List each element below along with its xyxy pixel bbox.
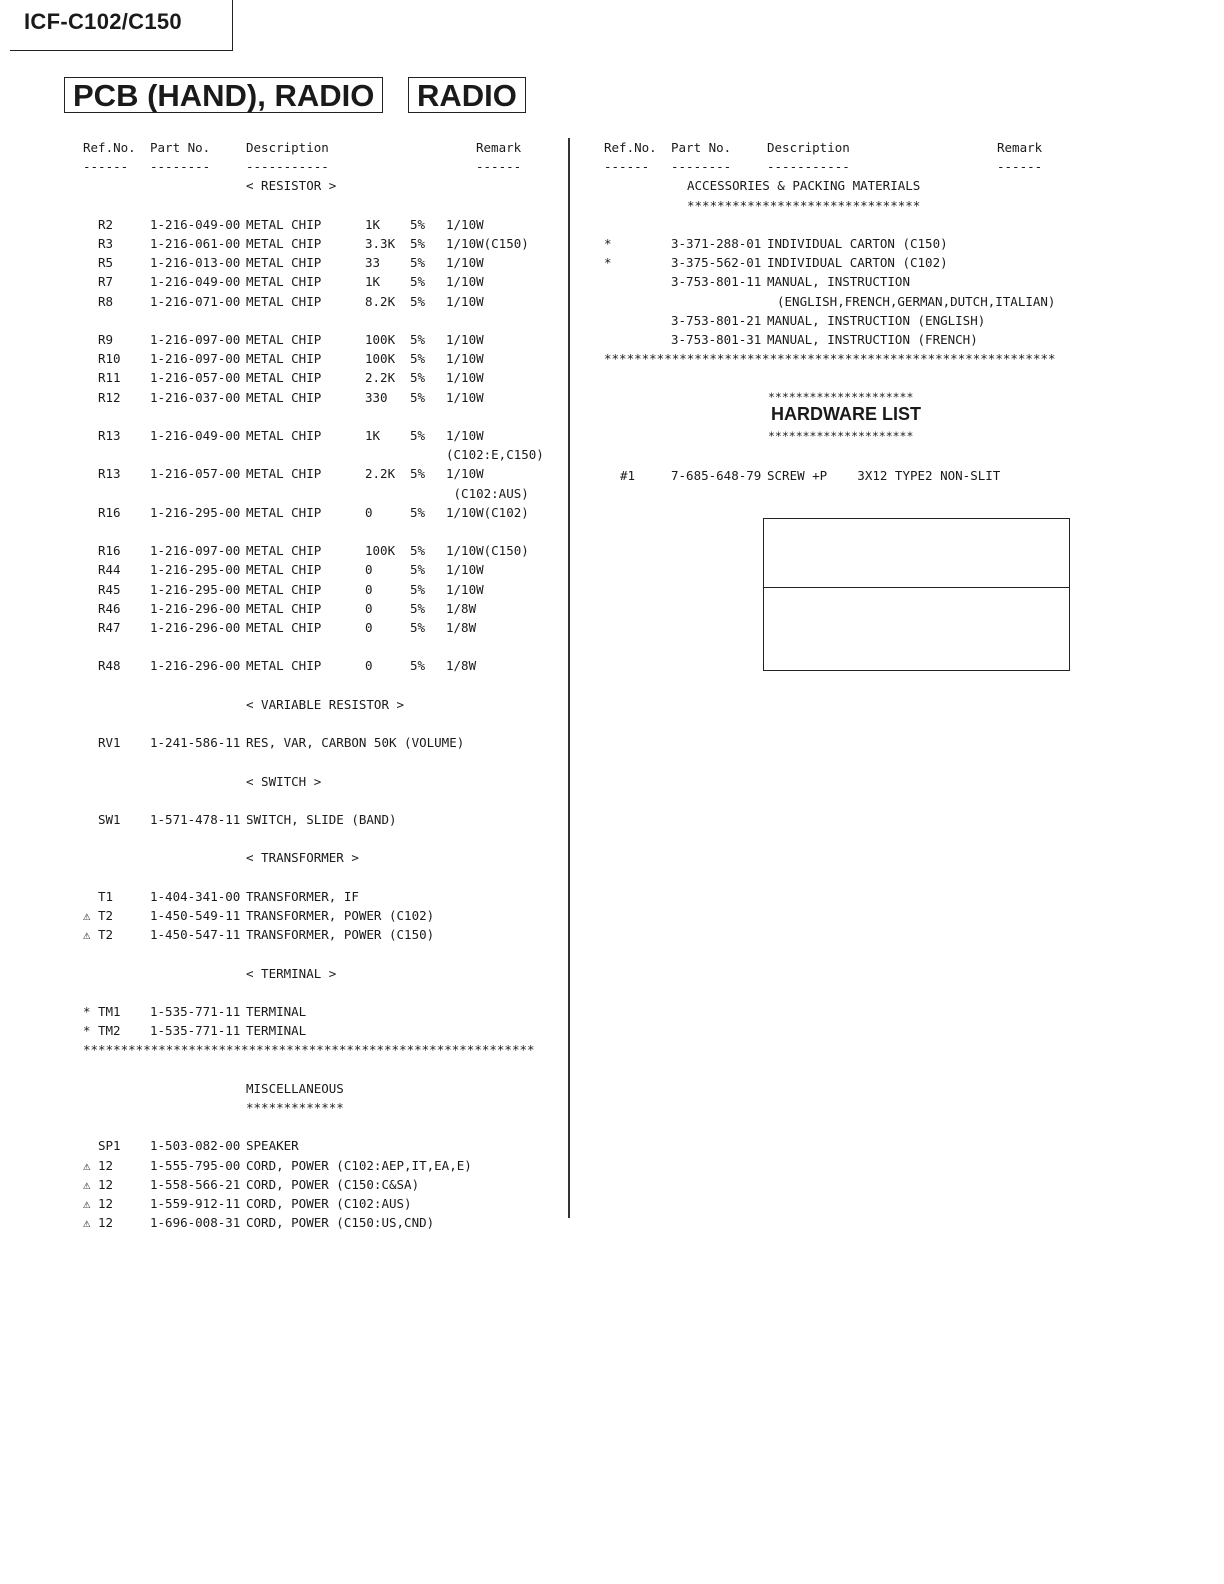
hardware-list-title: HARDWARE LIST	[771, 404, 921, 424]
description: METAL CHIP	[246, 370, 322, 386]
parts-row	[0, 618, 560, 637]
value: 1K	[365, 274, 381, 290]
header-description: Description	[767, 140, 850, 155]
value: 2.2K	[365, 466, 396, 482]
part-no: 1-216-295-00	[150, 562, 241, 578]
remark: 1/8W	[446, 620, 477, 635]
description: METAL CHIP	[246, 274, 322, 290]
part-no: 1-216-097-00	[150, 543, 241, 559]
ref-no: R13	[98, 428, 121, 443]
remark: 1/10W	[446, 389, 484, 405]
description: MANUAL, INSTRUCTION (ENGLISH)	[767, 312, 986, 328]
part-no: 1-216-295-00	[150, 581, 241, 597]
category-heading: < TERMINAL >	[246, 965, 337, 981]
description: TRANSFORMER, POWER (C102)	[246, 908, 435, 923]
description: METAL CHIP	[246, 351, 322, 367]
description: METAL CHIP	[246, 658, 322, 674]
ref-no: R10	[98, 351, 121, 367]
list-line	[0, 868, 560, 887]
description: METAL CHIP	[246, 332, 322, 347]
part-no: 3-375-562-01	[671, 255, 762, 271]
value: 8.2K	[365, 293, 396, 309]
description: METAL CHIP	[246, 620, 322, 635]
ref-no: R13	[98, 466, 121, 482]
remark-continued: (C102:E,C150)	[446, 447, 544, 463]
parts-row	[0, 1002, 560, 1021]
remark: 1/10W	[446, 274, 484, 290]
ref-no: SW1	[98, 812, 121, 827]
parts-row	[0, 733, 560, 752]
description: METAL CHIP	[246, 466, 322, 482]
parts-row	[0, 503, 560, 522]
tolerance: 5%	[410, 389, 426, 405]
hardware-description: SCREW +P 3X12 TYPE2 NON-SLIT	[767, 468, 1001, 483]
value: 330	[365, 389, 388, 405]
part-no: 1-450-549-11	[150, 908, 241, 923]
description: INDIVIDUAL CARTON (C150)	[767, 236, 948, 251]
part-no: 1-503-082-00	[150, 1138, 241, 1154]
category-heading: < VARIABLE RESISTOR >	[246, 696, 405, 712]
ref-no: T2	[98, 927, 114, 943]
remark: 1/10W(C102)	[446, 504, 529, 520]
part-no: 1-450-547-11	[150, 927, 241, 943]
description: METAL CHIP	[246, 562, 322, 578]
list-line	[0, 349, 1080, 368]
description: METAL CHIP	[246, 543, 322, 559]
ref-no: R12	[98, 389, 121, 405]
description: RES, VAR, CARBON 50K (VOLUME)	[246, 735, 465, 751]
parts-row	[0, 368, 560, 387]
list-line	[0, 138, 1080, 157]
part-no: 3-753-801-11	[671, 274, 762, 290]
header-underline: --------	[150, 159, 211, 175]
remark: 1/10W	[446, 216, 484, 232]
list-line	[0, 714, 560, 733]
tolerance: 5%	[410, 543, 426, 559]
description: CORD, POWER (C102:AUS)	[246, 1196, 412, 1211]
part-no: 1-559-912-11	[150, 1196, 241, 1211]
remark: 1/10W	[446, 255, 484, 271]
description-continued: (ENGLISH,FRENCH,GERMAN,DUTCH,ITALIAN)	[777, 293, 1056, 309]
header-part-no: Part No.	[150, 140, 211, 155]
list-line	[0, 215, 1080, 234]
description: MANUAL, INSTRUCTION	[767, 274, 910, 290]
hardware-stars-top: *********************	[768, 390, 914, 404]
list-line	[0, 1079, 560, 1098]
value: 1K	[365, 216, 381, 232]
category-heading: ACCESSORIES & PACKING MATERIALS	[687, 178, 921, 194]
ref-no: T1	[98, 888, 114, 904]
tolerance: 5%	[410, 293, 426, 309]
part-no: 1-216-013-00	[150, 255, 241, 271]
ref-no: R46	[98, 600, 121, 616]
list-line	[0, 752, 560, 771]
value: 1K	[365, 428, 381, 443]
list-line	[0, 772, 560, 791]
description: SWITCH, SLIDE (BAND)	[246, 812, 397, 827]
part-no: 1-535-771-11	[150, 1023, 241, 1039]
value: 0	[365, 562, 373, 578]
ref-no: R9	[98, 332, 114, 347]
category-heading: *******************************	[687, 197, 921, 213]
list-line	[0, 292, 1080, 311]
header-underline: ------	[83, 159, 129, 175]
blank-box-lower	[763, 587, 1070, 671]
category-heading: *************	[246, 1100, 344, 1115]
parts-row	[0, 388, 560, 407]
remark: 1/8W	[446, 658, 477, 674]
ref-no: R2	[98, 216, 114, 232]
value: 0	[365, 620, 373, 635]
ref-no: 12	[98, 1215, 114, 1231]
part-no: 1-535-771-11	[150, 1004, 241, 1019]
list-line	[0, 407, 560, 426]
category-heading: < TRANSFORMER >	[246, 850, 359, 866]
parts-row	[0, 1021, 560, 1040]
description: METAL CHIP	[246, 255, 322, 271]
remark: 1/10W	[446, 466, 484, 482]
header-part-no: Part No.	[671, 140, 732, 155]
ref-no: 12	[98, 1196, 114, 1211]
ref-no: R8	[98, 293, 114, 309]
hardware-row	[0, 466, 1001, 485]
part-no: 1-216-049-00	[150, 428, 241, 443]
tolerance: 5%	[410, 600, 426, 616]
remark: 1/8W	[446, 600, 477, 616]
part-no: 3-753-801-31	[671, 332, 762, 347]
separator-stars: ************************************************************	[83, 1042, 535, 1058]
remark: 1/10W	[446, 351, 484, 367]
asterisk-mark: *	[83, 1023, 91, 1039]
tolerance: 5%	[410, 466, 426, 482]
parts-row	[0, 560, 560, 579]
tolerance: 5%	[410, 332, 426, 347]
safety-warning-icon: ⚠	[83, 1157, 91, 1173]
header-underline: ------	[604, 159, 650, 175]
list-line	[0, 176, 1080, 195]
header-underline: ------	[476, 159, 522, 175]
description: METAL CHIP	[246, 236, 322, 251]
description: TERMINAL	[246, 1004, 307, 1019]
part-no: 1-216-296-00	[150, 600, 241, 616]
part-no: 1-216-037-00	[150, 389, 241, 405]
tolerance: 5%	[410, 216, 426, 232]
asterisk-mark: *	[604, 255, 612, 271]
parts-row	[0, 1213, 560, 1232]
remark: 1/10W	[446, 370, 484, 386]
parts-row	[0, 541, 560, 560]
list-line	[0, 676, 560, 695]
parts-row	[0, 925, 560, 944]
list-line	[0, 944, 560, 963]
value: 3.3K	[365, 236, 396, 251]
ref-no: R44	[98, 562, 121, 578]
description: INDIVIDUAL CARTON (C102)	[767, 255, 948, 271]
value: 100K	[365, 351, 396, 367]
category-heading: < SWITCH >	[246, 773, 322, 789]
value: 2.2K	[365, 370, 396, 386]
model-title: ICF-C102/C150	[24, 9, 182, 34]
part-no: 1-216-061-00	[150, 236, 241, 251]
list-line	[0, 1040, 560, 1059]
tolerance: 5%	[410, 274, 426, 290]
ref-no: R3	[98, 236, 114, 251]
part-no: 1-216-295-00	[150, 504, 241, 520]
category-heading: MISCELLANEOUS	[246, 1080, 344, 1096]
parts-row	[0, 1175, 560, 1194]
list-line	[0, 1060, 560, 1079]
ref-no: R16	[98, 504, 121, 520]
part-no: 1-555-795-00	[150, 1157, 241, 1173]
ref-no: RV1	[98, 735, 121, 751]
ref-no: R47	[98, 620, 121, 635]
hardware-stars-bottom: *********************	[768, 429, 914, 443]
remark: 1/10W(C150)	[446, 236, 529, 251]
parts-row	[0, 1194, 560, 1213]
header-remark: Remark	[997, 140, 1043, 155]
section-title-radio: RADIO	[408, 77, 526, 113]
header-description: Description	[246, 140, 329, 155]
parts-row	[0, 272, 1080, 291]
value: 0	[365, 600, 373, 616]
ref-no: TM2	[98, 1023, 121, 1039]
list-line	[0, 445, 560, 464]
description: SPEAKER	[246, 1138, 299, 1154]
part-no: 1-216-049-00	[150, 216, 241, 232]
part-no: 1-696-008-31	[150, 1215, 241, 1231]
part-no: 1-216-097-00	[150, 332, 241, 347]
description: CORD, POWER (C150:US,CND)	[246, 1215, 435, 1231]
remark: 1/10W	[446, 581, 484, 597]
list-line	[0, 695, 560, 714]
tolerance: 5%	[410, 504, 426, 520]
parts-row	[0, 234, 1080, 253]
ref-no: TM1	[98, 1004, 121, 1019]
part-no: 3-753-801-21	[671, 312, 762, 328]
tolerance: 5%	[410, 658, 426, 674]
remark: 1/10W(C150)	[446, 543, 529, 559]
safety-warning-icon: ⚠	[83, 927, 91, 943]
parts-row	[0, 887, 560, 906]
tolerance: 5%	[410, 351, 426, 367]
ref-no: 12	[98, 1157, 114, 1173]
part-no: 1-241-586-11	[150, 735, 241, 751]
description: METAL CHIP	[246, 389, 322, 405]
part-no: 1-404-341-00	[150, 888, 241, 904]
description: METAL CHIP	[246, 293, 322, 309]
description: MANUAL, INSTRUCTION (FRENCH)	[767, 332, 978, 347]
remark: 1/10W	[446, 562, 484, 578]
tolerance: 5%	[410, 428, 426, 443]
parts-row	[0, 253, 1080, 272]
tolerance: 5%	[410, 236, 426, 251]
list-line	[0, 157, 1080, 176]
ref-no: R48	[98, 658, 121, 674]
part-no: 1-216-296-00	[150, 620, 241, 635]
header-ref-no: Ref.No.	[604, 140, 657, 155]
safety-warning-icon: ⚠	[83, 1176, 91, 1192]
value: 100K	[365, 332, 396, 347]
remark-continued: (C102:AUS)	[446, 485, 529, 501]
ref-no: R5	[98, 255, 114, 271]
hardware-part-no: 7-685-648-79	[671, 468, 762, 483]
value: 100K	[365, 543, 396, 559]
parts-row	[0, 580, 560, 599]
parts-row	[0, 906, 560, 925]
parts-row	[0, 1136, 560, 1155]
ref-no: R7	[98, 274, 114, 290]
header-underline: --------	[671, 159, 732, 175]
list-line	[0, 484, 560, 503]
list-line	[0, 1098, 560, 1117]
list-line	[0, 964, 560, 983]
parts-row	[0, 656, 560, 675]
safety-warning-icon: ⚠	[83, 1196, 91, 1211]
description: METAL CHIP	[246, 504, 322, 520]
header-underline: ------	[997, 159, 1043, 175]
ref-no: R16	[98, 543, 121, 559]
list-line	[0, 522, 560, 541]
part-no: 3-371-288-01	[671, 236, 762, 251]
tolerance: 5%	[410, 370, 426, 386]
list-line	[0, 791, 560, 810]
list-line	[0, 1117, 560, 1136]
description: CORD, POWER (C102:AEP,IT,EA,E)	[246, 1157, 472, 1173]
tolerance: 5%	[410, 255, 426, 271]
blank-box-upper	[763, 518, 1070, 588]
parts-row	[0, 810, 560, 829]
ref-no: 12	[98, 1176, 114, 1192]
tolerance: 5%	[410, 620, 426, 635]
list-line	[0, 829, 560, 848]
asterisk-mark: *	[604, 236, 612, 251]
description: METAL CHIP	[246, 581, 322, 597]
ref-no: SP1	[98, 1138, 121, 1154]
part-no: 1-558-566-21	[150, 1176, 241, 1192]
tolerance: 5%	[410, 562, 426, 578]
value: 0	[365, 581, 373, 597]
remark: 1/10W	[446, 428, 484, 443]
part-no: 1-216-097-00	[150, 351, 241, 367]
section-title-pcb: PCB (HAND), RADIO	[64, 77, 383, 113]
header-underline: -----------	[246, 159, 329, 175]
parts-row	[0, 1156, 560, 1175]
part-no: 1-216-057-00	[150, 466, 241, 482]
list-line	[0, 983, 560, 1002]
part-no: 1-216-049-00	[150, 274, 241, 290]
part-no: 1-216-296-00	[150, 658, 241, 674]
description: TERMINAL	[246, 1023, 307, 1039]
separator-stars: ************************************************************	[604, 351, 1056, 367]
description: METAL CHIP	[246, 216, 322, 232]
header-underline: -----------	[767, 159, 850, 175]
value: 0	[365, 504, 373, 520]
parts-row	[0, 330, 1080, 349]
list-line	[0, 637, 560, 656]
value: 0	[365, 658, 373, 674]
description: CORD, POWER (C150:C&SA)	[246, 1176, 420, 1192]
header-remark: Remark	[476, 140, 522, 155]
part-no: 1-571-478-11	[150, 812, 241, 827]
description: TRANSFORMER, POWER (C150)	[246, 927, 435, 943]
remark: 1/10W	[446, 293, 484, 309]
tolerance: 5%	[410, 581, 426, 597]
remark: 1/10W	[446, 332, 484, 347]
safety-warning-icon: ⚠	[83, 1215, 91, 1231]
parts-row	[0, 599, 560, 618]
parts-row	[0, 426, 560, 445]
description: TRANSFORMER, IF	[246, 888, 359, 904]
hardware-ref: #1	[620, 468, 636, 483]
category-heading: < RESISTOR >	[246, 178, 337, 194]
list-line	[0, 848, 560, 867]
ref-no: T2	[98, 908, 114, 923]
list-line	[0, 196, 1080, 215]
part-no: 1-216-071-00	[150, 293, 241, 309]
description: METAL CHIP	[246, 428, 322, 443]
description: METAL CHIP	[246, 600, 322, 616]
value: 33	[365, 255, 381, 271]
ref-no: R45	[98, 581, 121, 597]
ref-no: R11	[98, 370, 121, 386]
part-no: 1-216-057-00	[150, 370, 241, 386]
safety-warning-icon: ⚠	[83, 908, 91, 923]
asterisk-mark: *	[83, 1004, 91, 1019]
header-ref-no: Ref.No.	[83, 140, 136, 155]
parts-row	[0, 311, 1080, 330]
